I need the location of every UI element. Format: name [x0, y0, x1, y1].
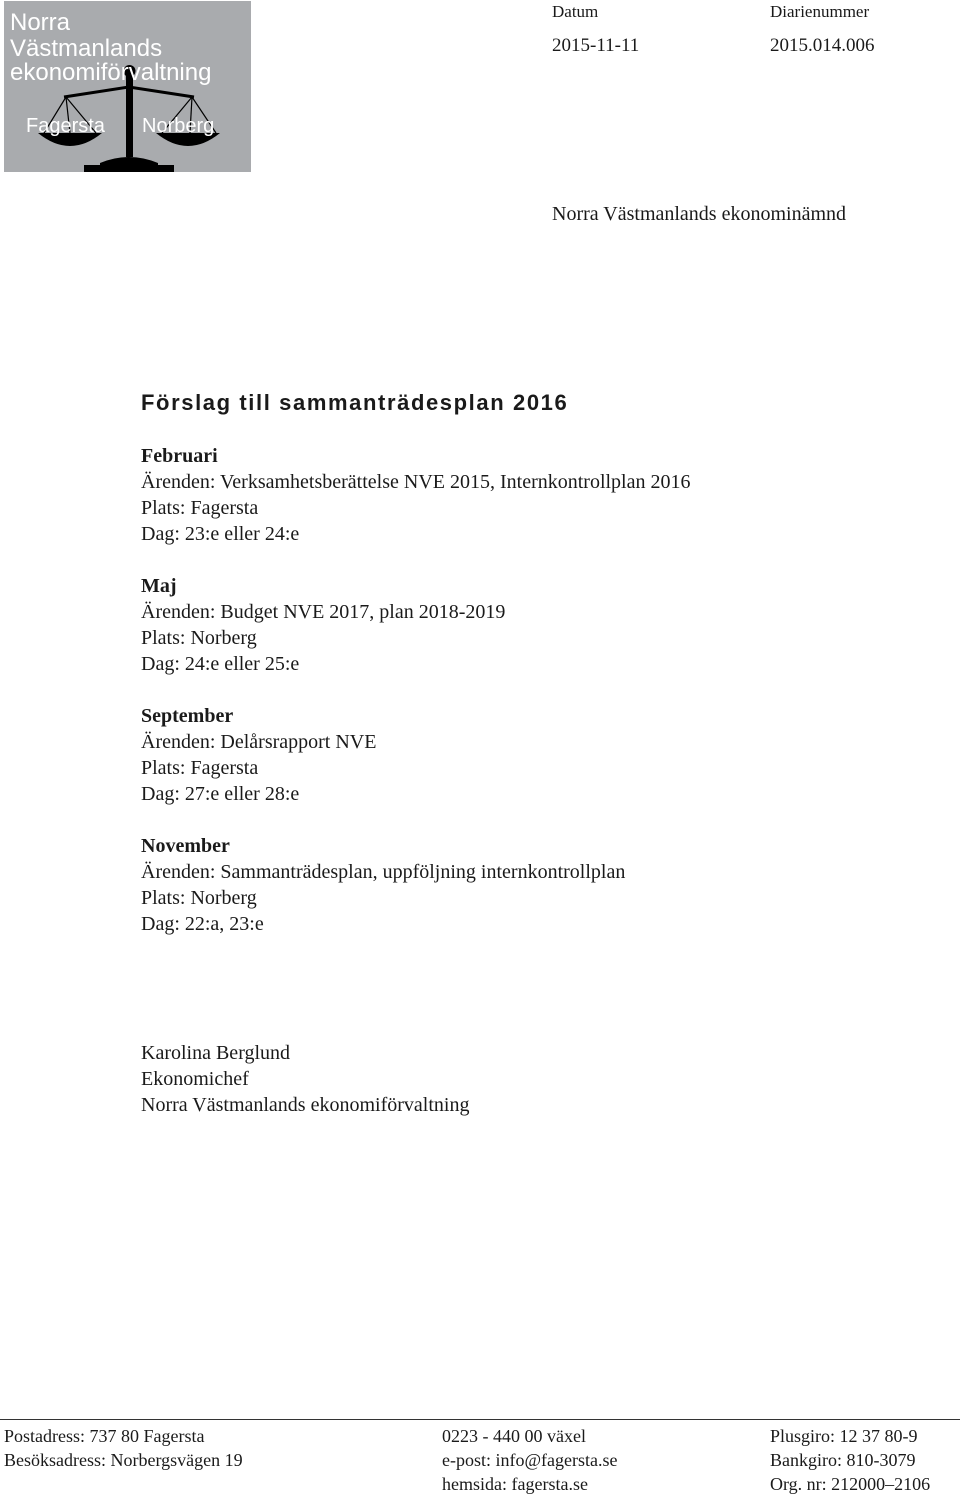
- meeting-section-november: [141, 833, 921, 937]
- logo-line-2: Västmanlands: [10, 35, 163, 62]
- meeting-month: Februari: [141, 445, 218, 467]
- meeting-items: Ärenden: Delårsrapport NVE: [141, 731, 377, 753]
- meeting-section-maj: [141, 573, 921, 677]
- phone-number: 0223 - 440 00 växel: [442, 1426, 586, 1446]
- signatory-role: Ekonomichef: [141, 1068, 249, 1090]
- organization-number: Org. nr: 212000–2106: [770, 1474, 931, 1494]
- document-title: Förslag till sammanträdesplan 2016: [141, 390, 569, 415]
- meeting-day: Dag: 23:e eller 24:e: [141, 523, 300, 545]
- reference-label: Diarienummer: [770, 2, 870, 21]
- meeting-items: Ärenden: Verksamhetsberättelse NVE 2015, Internkontrollplan 2016: [141, 471, 691, 493]
- footer-finance-column: [770, 1424, 930, 1496]
- meeting-month: Maj: [141, 575, 177, 597]
- logo-town-right: Norberg: [142, 115, 215, 137]
- website: hemsida: fagersta.se: [442, 1474, 588, 1494]
- meeting-place: Plats: Norberg: [141, 887, 257, 909]
- meeting-day: Dag: 24:e eller 25:e: [141, 653, 300, 675]
- logo-line-3: ekonomiförvaltning: [10, 59, 212, 86]
- bankgiro: Bankgiro: 810-3079: [770, 1450, 916, 1470]
- meeting-items: Ärenden: Sammanträdesplan, uppföljning internkontrollplan: [141, 861, 626, 883]
- recipient: Norra Västmanlands ekonominämnd: [552, 203, 847, 225]
- meeting-month: September: [141, 705, 234, 727]
- date-label: Datum: [552, 2, 599, 21]
- document-body: [141, 390, 921, 963]
- postal-address: Postadress: 737 80 Fagersta: [4, 1426, 205, 1446]
- footer-contact-column: [442, 1424, 618, 1496]
- footer-address-column: [4, 1424, 243, 1472]
- meeting-items: Ärenden: Budget NVE 2017, plan 2018-2019: [141, 601, 506, 623]
- date-value: 2015-11-11: [552, 35, 640, 56]
- meeting-day: Dag: 27:e eller 28:e: [141, 783, 300, 805]
- signatory-name: Karolina Berglund: [141, 1042, 291, 1064]
- meeting-day: Dag: 22:a, 23:e: [141, 913, 264, 935]
- visiting-address: Besöksadress: Norbergsvägen 19: [4, 1450, 243, 1470]
- meeting-place: Plats: Fagersta: [141, 497, 259, 519]
- logo-town-left: Fagersta: [26, 115, 105, 137]
- meeting-section-februari: [141, 443, 921, 547]
- signature-block: [141, 1040, 469, 1118]
- organization-logo: [4, 1, 251, 172]
- meeting-section-september: [141, 703, 921, 807]
- meeting-place: Plats: Fagersta: [141, 757, 259, 779]
- plusgiro: Plusgiro: 12 37 80-9: [770, 1426, 918, 1446]
- meeting-place: Plats: Norberg: [141, 627, 257, 649]
- footer-divider: [0, 1419, 960, 1420]
- email-address: e-post: info@fagersta.se: [442, 1450, 618, 1470]
- signatory-organization: Norra Västmanlands ekonomiförvaltning: [141, 1094, 470, 1116]
- reference-value: 2015.014.006: [770, 35, 875, 56]
- meeting-month: November: [141, 835, 230, 857]
- logo-line-1: Norra: [10, 9, 71, 36]
